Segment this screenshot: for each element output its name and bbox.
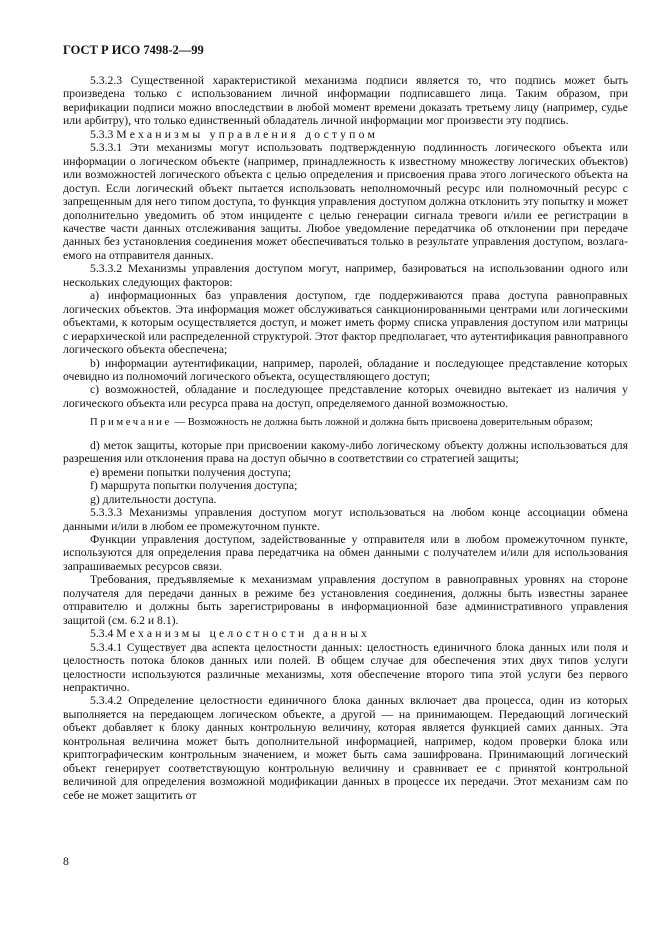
section-heading-5-3-3: 5.3.3 Механизмы управления доступом (90, 127, 379, 141)
document-body (63, 74, 628, 802)
paragraph-5-3-4-1: 5.3.4.1 Существует два аспекта целостности данных: целостность единичного блока данных или поля и целостность потока блоков данных или полей. В общем случае для обеспечения этих двух типов услуги целостности используются различные механизмы, хотя обеспечение второго типа этой услуги без первого непрактично. (63, 640, 628, 694)
list-item-b: b) информации аутентификации, например, паролей, обладание и последующее представление которых очевидно из полномочий логического объекта, осуществляющего доступ; (63, 356, 628, 383)
list-item-f: f) маршрута попытки получения доступа; (90, 479, 298, 493)
paragraph-5-3-4-2: 5.3.4.2 Определение целостности единичного блока данных включает два процесса, один из которых выполняется на передающем логическом объекте, а другой — на принимающем. Передающий логический объект добавляет к блоку данных контрольную величину, которая является функцией самих данных. Эта контрольная величина может быть дополнительной информацией, например, кодом проверки блока или криптографическим контрольным значением, и может быть сама зашифрована. Принимающий логический объект генерирует соответствующую контрольную величину и сравнивает ее с принятой контрольной величиной для определения возможной модификации данных в процессе их передачи. Этот механизм сам по себе не может защитить от (63, 694, 628, 802)
paragraph-functions: Функции управления доступом, задействованные у отправителя или в любом промежуточном пункте, используются для определения права передатчика на обмен данными с получателем и/или для использования запрашиваемых ресурсов связи. (63, 533, 628, 573)
paragraph-5-3-2-3: 5.3.2.3 Существенной характеристикой механизма подписи является то, что подпись может быть произведена только с использованием личной информации подписавшего лица. Таким образом, при верификации подписи можно впоследствии в любой момент времени доказать третьему лицу (например, судье или арбитру), что только единственный обладатель личной информации мог произвести эту подпись. (63, 74, 628, 128)
list-item-g: g) длительности доступа. (90, 492, 217, 506)
section-title: Механизмы целостности данных (116, 627, 371, 641)
note-text: — Возможность не должна быть ложной и должна быть присвоена доверительным образом; (174, 417, 593, 429)
list-item-d: d) меток защиты, которые при присвоении какому-либо логическому объекту должны использоваться для разрешения или отклонения права на доступ обычно в соответствии со стратегией защиты; (63, 438, 628, 466)
paragraph-requirements: Требования, предъявляемые к механизмам управления доступом в равноправных уровнях на стороне получателя для передачи данных в режиме без установления соединения, должны быть известны заранее отправителю и должны быть зарегистрированы в информационной базе административного управления защитой (см. 6.2 и 8.1). (63, 573, 628, 627)
paragraph-5-3-3-2: 5.3.3.2 Механизмы управления доступом могут, например, базироваться на использовании одного или нескольких следующих факторов: (63, 262, 628, 289)
note-label: Примечание (90, 417, 172, 429)
document-header: ГОСТ Р ИСО 7498-2—99 (63, 43, 204, 57)
list-item-e: e) времени попытки получения доступа; (90, 465, 291, 479)
section-title: Механизмы управления доступом (116, 127, 379, 141)
paragraph-5-3-3-1: 5.3.3.1 Эти механизмы могут использовать подтвержденную подлинность логического объекта или информации о логическом объекте (например, принадлежность к известному множеству логических объектов) или возможностей логического объекта с целью определения и присвоения права этого логического объекта на доступ. Если логический объект пытается использовать неполномочный ресурс или полномочный ресурс с запрещенным для него типом доступа, то функция управления доступом должна отклонить эту попытку и может дополнительно уведомить об этом инциденте с целью генерации сигнала тревоги и/или ее регистрации в качестве части данных отслеживания защиты. Любое уведомление передатчика об отклонении при передаче данных без установления соединения может обеспечиваться только в результате управления доступом, возлагаемого на отправителя данных. (63, 141, 628, 262)
note (63, 416, 628, 430)
list-item-c: c) возможностей, обладание и последующее представление которых очевидно вытекает из наличия у логического объекта или ресурса права на доступ, определяемого данной возможностью. (63, 383, 628, 410)
section-heading-5-3-4: 5.3.4 Механизмы целостности данных (90, 627, 371, 641)
list-item-a: a) информационных баз управления доступом, где поддерживаются права доступа равноправных логических объектов. Эта информация может обслуживаться санкционированными центрами или логическими объектами, к которым осуществляется доступ, и может иметь форму списка управления доступом или матрицы с иерархической или распределенной структурой. Этот фактор предполагает, что аутентификация равноправного логического объекта обеспечена; (63, 289, 628, 357)
page-number: 8 (63, 855, 69, 868)
paragraph-5-3-3-3: 5.3.3.3 Механизмы управления доступом могут использоваться на любом конце ассоциации обмена данными и/или в любом ее промежуточном пункте. (63, 506, 628, 533)
